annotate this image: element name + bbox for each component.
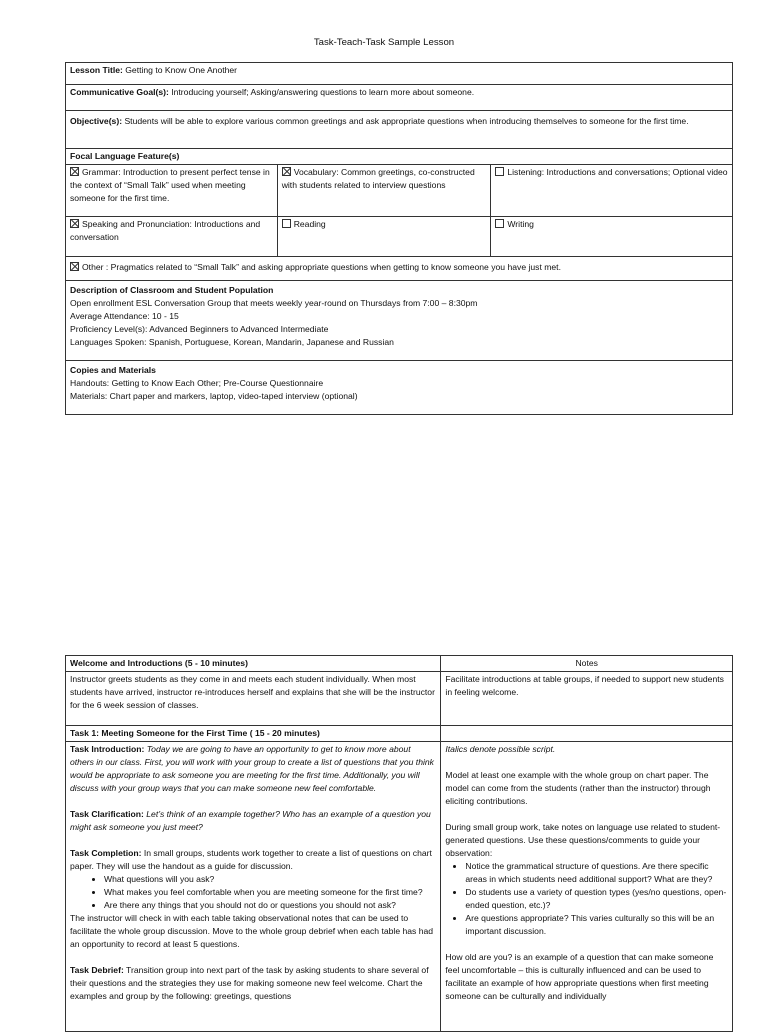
- debrief-text: Transition group into next part of the task by asking students to share several of their questions and the strategies they use for making someone new feel welcome. Chart the examples and group by the following: greetings, questions: [70, 965, 429, 1001]
- lesson-title-row: [66, 63, 733, 85]
- checked-box-icon: [70, 167, 79, 176]
- description-line: Languages Spoken: Spanish, Portuguese, Korean, Mandarin, Japanese and Russian: [70, 337, 394, 347]
- description-label: Description of Classroom and Student Population: [70, 285, 274, 295]
- grammar-text: Grammar: Introduction to present perfect tense in the context of “Small Talk” used when meeting someone for the first time.: [70, 167, 270, 203]
- note-model: Model at least one example with the whole group on chart paper. The model can come from the students (rather than the instructor) through eliciting contributions.: [445, 770, 711, 806]
- clar-text: Let’s think of an example together? Who has an example of a question you might ask someone you just meet?: [70, 809, 431, 832]
- debrief-label: Task Debrief:: [70, 965, 124, 975]
- other-text: Other : Pragmatics related to “Small Talk” and asking appropriate questions when getting to know someone you have just met.: [82, 262, 561, 272]
- reading-cell: [277, 217, 491, 257]
- speaking-cell: [66, 217, 278, 257]
- intro-label: Task Introduction:: [70, 744, 145, 754]
- intro-text: Today we are going to have an opportunity to get to know more about others in our class. First, you will work with your group to create a list of questions that you think would be appropriate to ask someone you are meeting for the first time. Additionally, you will discuss with your group ways that you can make someone new feel comfortable.: [70, 744, 434, 793]
- lesson-title-value: Getting to Know One Another: [125, 65, 238, 75]
- reading-text: Reading: [293, 219, 326, 229]
- task1-header-empty: [441, 726, 733, 742]
- focal-label: Focal Language Feature(s): [70, 151, 180, 161]
- vocabulary-text: Vocabulary: Common greetings, co-constructed with students related to interview questions: [281, 167, 475, 190]
- task1-body: [66, 742, 441, 1032]
- comp-label: Task Completion:: [70, 848, 142, 858]
- checked-box-icon: [70, 219, 79, 228]
- objective-value: Students will be able to explore various common greetings and ask appropriate questions when introducing themselves to someone for the first time.: [124, 116, 689, 126]
- task1-header-text: Task 1: Meeting Someone for the First Time ( 15 - 20 minutes): [70, 728, 320, 738]
- list-item: • What questions will you ask?: [104, 873, 436, 886]
- task-debrief: [70, 964, 436, 1003]
- notes-list: [445, 860, 728, 938]
- list-item: • Are there any things that you should not do or questions you should not ask?: [104, 899, 436, 912]
- note-how-old: How old are you? is an example of a question that can make someone feel uncomfortable – this is culturally influenced and can be used to facilitate an example of how appropriate questions when first meeting someone can be culturally and individually: [445, 952, 714, 1001]
- clar-label: Task Clarification:: [70, 809, 144, 819]
- note-small-group: During small group work, take notes on language use related to student-generated questions. Use these questions/comments to guide your observation:: [445, 822, 721, 858]
- task1-header: [66, 726, 441, 742]
- copies-line: Handouts: Getting to Know Each Other; Pre-Course Questionnaire: [70, 378, 324, 388]
- document-title: Task-Teach-Task Sample Lesson: [313, 37, 455, 48]
- list-item: • Do students use a variety of question types (yes/no questions, open-ended question, etc.)?: [465, 886, 728, 912]
- lesson-title-label: Lesson Title:: [70, 65, 123, 75]
- welcome-note: Facilitate introductions at table groups, if needed to support new students in feeling welcome.: [441, 672, 733, 726]
- completion-after: The instructor will check in with each table taking observational notes that can be used to facilitate the whole group discussion. Move to the whole group debrief when each table has had an opportunity to record at least 5 questions.: [70, 913, 434, 949]
- notes-header-text: Notes: [575, 658, 598, 668]
- empty-box-icon: [495, 167, 504, 176]
- checked-box-icon: [70, 262, 79, 271]
- list-item: • Notice the grammatical structure of questions. Are there specific areas in which students need additional support? What are they?: [465, 860, 728, 886]
- lesson-plan-table: [65, 655, 733, 1032]
- notes-header: [441, 656, 733, 672]
- vocabulary-cell: [277, 165, 491, 217]
- copies-label: Copies and Materials: [70, 365, 156, 375]
- description-row: [66, 281, 733, 361]
- welcome-header: [66, 656, 441, 672]
- other-row: [66, 257, 733, 281]
- task-completion: [70, 847, 436, 873]
- lesson-info-table: [65, 62, 733, 415]
- goal-label: Communicative Goal(s):: [70, 87, 169, 97]
- empty-box-icon: [495, 219, 504, 228]
- comp-text: In small groups, students work together to create a list of questions on chart paper. They will use the handout as a guide for discussion.: [70, 848, 432, 871]
- note-italics: [445, 743, 728, 756]
- goal-value: Introducing yourself; Asking/answering questions to learn more about someone.: [171, 87, 475, 97]
- checked-box-icon: [282, 167, 291, 176]
- list-item: • Are questions appropriate? This varies culturally so this will be an important discussion.: [465, 912, 728, 938]
- copies-line: Materials: Chart paper and markers, laptop, video-taped interview (optional): [70, 391, 358, 401]
- copies-row: [66, 361, 733, 415]
- speaking-text: Speaking and Pronunciation: Introductions and conversation: [70, 219, 261, 242]
- note-italic-text: Italics denote possible script.: [445, 744, 556, 754]
- task-clarification: [70, 808, 436, 834]
- welcome-text: Instructor greets students as they come in and meets each student individually. When most students have arrived, instructor re-introduces herself and explains that she will be the instructor for the 6 week session of classes.: [66, 672, 441, 726]
- welcome-header-text: Welcome and Introductions (5 - 10 minutes): [70, 658, 248, 668]
- grammar-cell: [66, 165, 278, 217]
- listening-cell: [491, 165, 733, 217]
- list-item: • What makes you feel comfortable when you are meeting someone for the first time?: [104, 886, 436, 899]
- completion-list: [70, 873, 436, 912]
- writing-cell: [491, 217, 733, 257]
- objective-row: [66, 111, 733, 149]
- task-introduction: [70, 743, 436, 795]
- description-line: Proficiency Level(s): Advanced Beginners to Advanced Intermediate: [70, 324, 329, 334]
- listening-text: Listening: Introductions and conversations; Optional video: [507, 167, 728, 177]
- writing-text: Writing: [507, 219, 534, 229]
- description-line: Average Attendance: 10 - 15: [70, 311, 179, 321]
- description-line: Open enrollment ESL Conversation Group that meets weekly year-round on Thursdays from 7:00 – 8:30pm: [70, 298, 478, 308]
- task1-notes: [441, 742, 733, 1032]
- focal-language-header: [66, 149, 733, 165]
- objective-label: Objective(s):: [70, 116, 123, 126]
- communicative-goal-row: [66, 85, 733, 111]
- empty-box-icon: [282, 219, 291, 228]
